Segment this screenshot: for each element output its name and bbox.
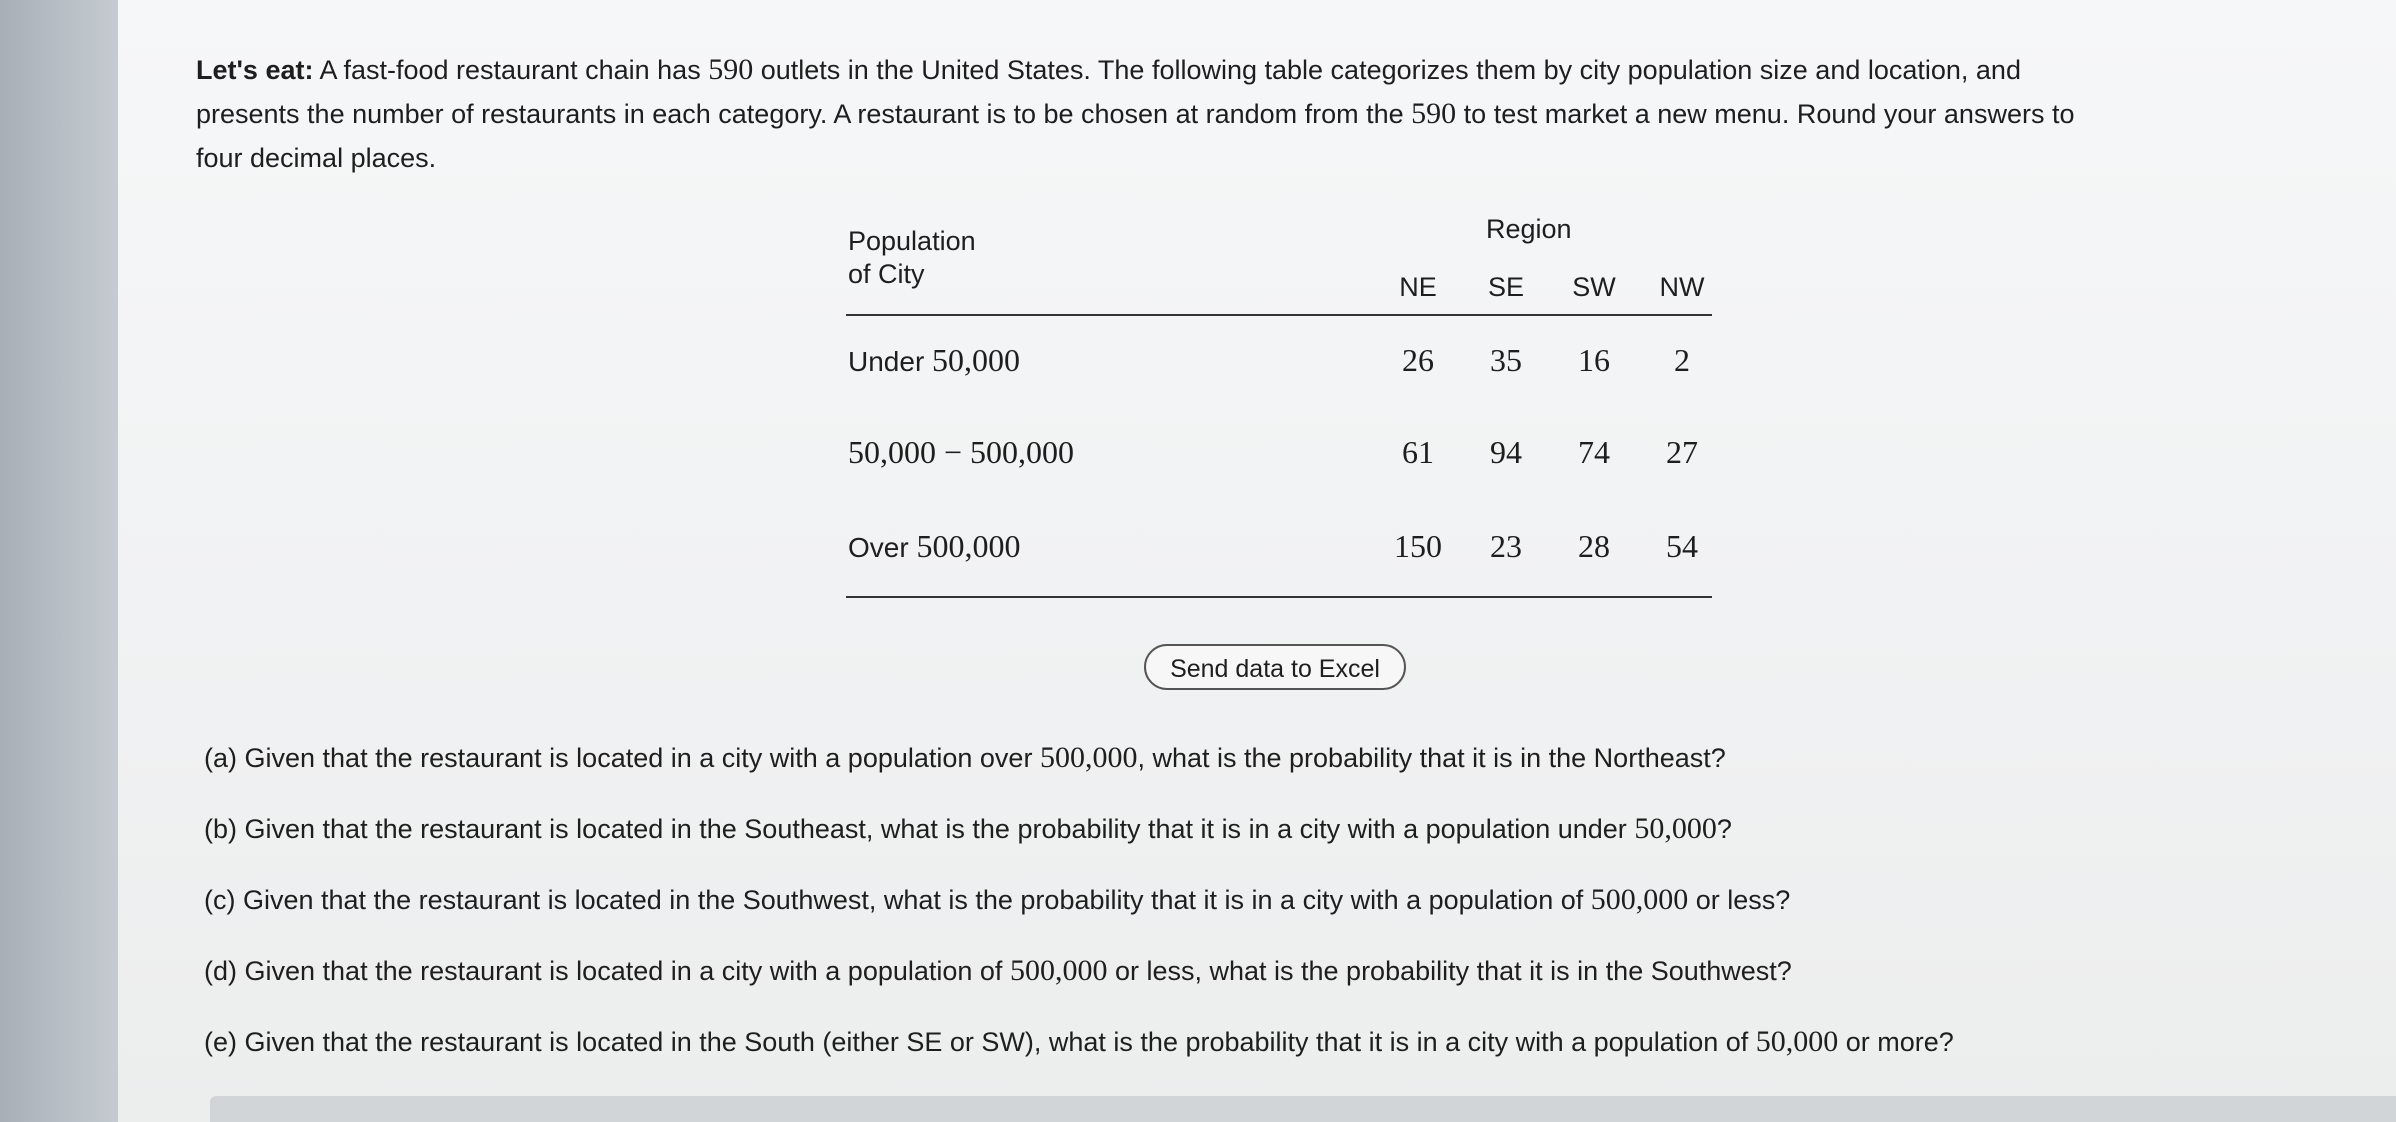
question-text: (e) Given that the restaurant is located in the South (either SE or SW), what is the probability that it is in a city with a population of [204, 1027, 1756, 1057]
question-text: or less? [1688, 885, 1791, 915]
region-header: Region [1486, 214, 1572, 244]
cell-mid-se: 94 [1490, 434, 1522, 470]
question-text: (b) Given that the restaurant is located in the Southeast, what is the probability that it is in a city with a population under [204, 814, 1635, 844]
cell-mid-sw: 74 [1578, 434, 1610, 470]
row-label-value: 50,000 [932, 342, 1021, 378]
background-left-strip [0, 0, 118, 1122]
cell-over-sw: 28 [1578, 528, 1610, 564]
outlet-count: 590 [708, 53, 754, 86]
question-text: or more? [1838, 1027, 1954, 1057]
question-text: (a) Given that the restaurant is located in a city with a population over [204, 743, 1040, 773]
cell-mid-ne: 61 [1402, 434, 1434, 470]
problem-text: to test market a new menu. Round your answers to [1456, 99, 2075, 129]
question-value: 500,000 [1039, 741, 1138, 774]
problem-text: presents the number of restaurants in each category. A restaurant is to be chosen at random from the [196, 99, 1412, 129]
question-b [204, 812, 1732, 846]
question-text: or less, what is the probability that it is in the Southwest? [1107, 956, 1792, 986]
bottom-panel-edge [210, 1096, 2396, 1122]
cell-over-se: 23 [1490, 528, 1522, 564]
problem-line-1 [196, 48, 2366, 92]
column-header-ne: NE [1399, 272, 1437, 302]
question-value: 500,000 [1009, 954, 1108, 987]
row-label-under-50000 [848, 342, 1020, 379]
table-header-rule [846, 314, 1712, 316]
cell-over-nw: 54 [1666, 528, 1698, 564]
cell-under-se: 35 [1490, 342, 1522, 378]
question-value: 50,000 [1634, 812, 1717, 845]
problem-text: A fast-food restaurant chain has [313, 55, 709, 85]
question-text: , what is the probability that it is in the Northeast? [1137, 743, 1726, 773]
question-c [204, 883, 1790, 917]
outlet-count: 590 [1411, 97, 1457, 130]
problem-text: outlets in the United States. The following table categorizes them by city population size and location, and [753, 55, 2021, 85]
row-label-value: 50,000 − 500,000 [848, 434, 1075, 470]
problem-lead: Let's eat: [196, 55, 314, 85]
row-header-of-city: of City [848, 259, 925, 289]
column-header-se: SE [1487, 272, 1525, 302]
question-text: (c) Given that the restaurant is located in the Southwest, what is the probability that it is in a city with a population of [204, 885, 1591, 915]
question-text: (d) Given that the restaurant is located in a city with a population of [204, 956, 1010, 986]
row-label-prefix: Over [848, 532, 917, 563]
row-label-prefix: Under [848, 346, 933, 377]
cell-under-ne: 26 [1402, 342, 1434, 378]
row-label-50000-500000 [848, 434, 1074, 471]
restaurant-table [846, 200, 1712, 600]
cell-under-sw: 16 [1578, 342, 1610, 378]
column-header-nw: NW [1659, 272, 1705, 302]
cell-mid-nw: 27 [1666, 434, 1698, 470]
cell-over-ne: 150 [1394, 528, 1442, 564]
problem-line-2 [196, 92, 2366, 136]
row-label-value: 500,000 [916, 528, 1021, 564]
question-a [204, 741, 1726, 775]
row-label-over-500000 [848, 528, 1020, 565]
row-header-population: Population [848, 226, 976, 256]
question-e [204, 1025, 1954, 1059]
question-d [204, 954, 1792, 988]
problem-statement [196, 48, 2366, 180]
question-text: ? [1716, 814, 1732, 844]
question-value: 50,000 [1755, 1025, 1839, 1058]
column-header-sw: SW [1572, 272, 1616, 302]
problem-line-3: four decimal places. [196, 143, 437, 173]
send-data-to-excel-button[interactable]: Send data to Excel [1144, 644, 1406, 690]
table-bottom-rule [846, 596, 1712, 598]
question-value: 500,000 [1590, 883, 1689, 916]
cell-under-nw: 2 [1674, 342, 1690, 378]
